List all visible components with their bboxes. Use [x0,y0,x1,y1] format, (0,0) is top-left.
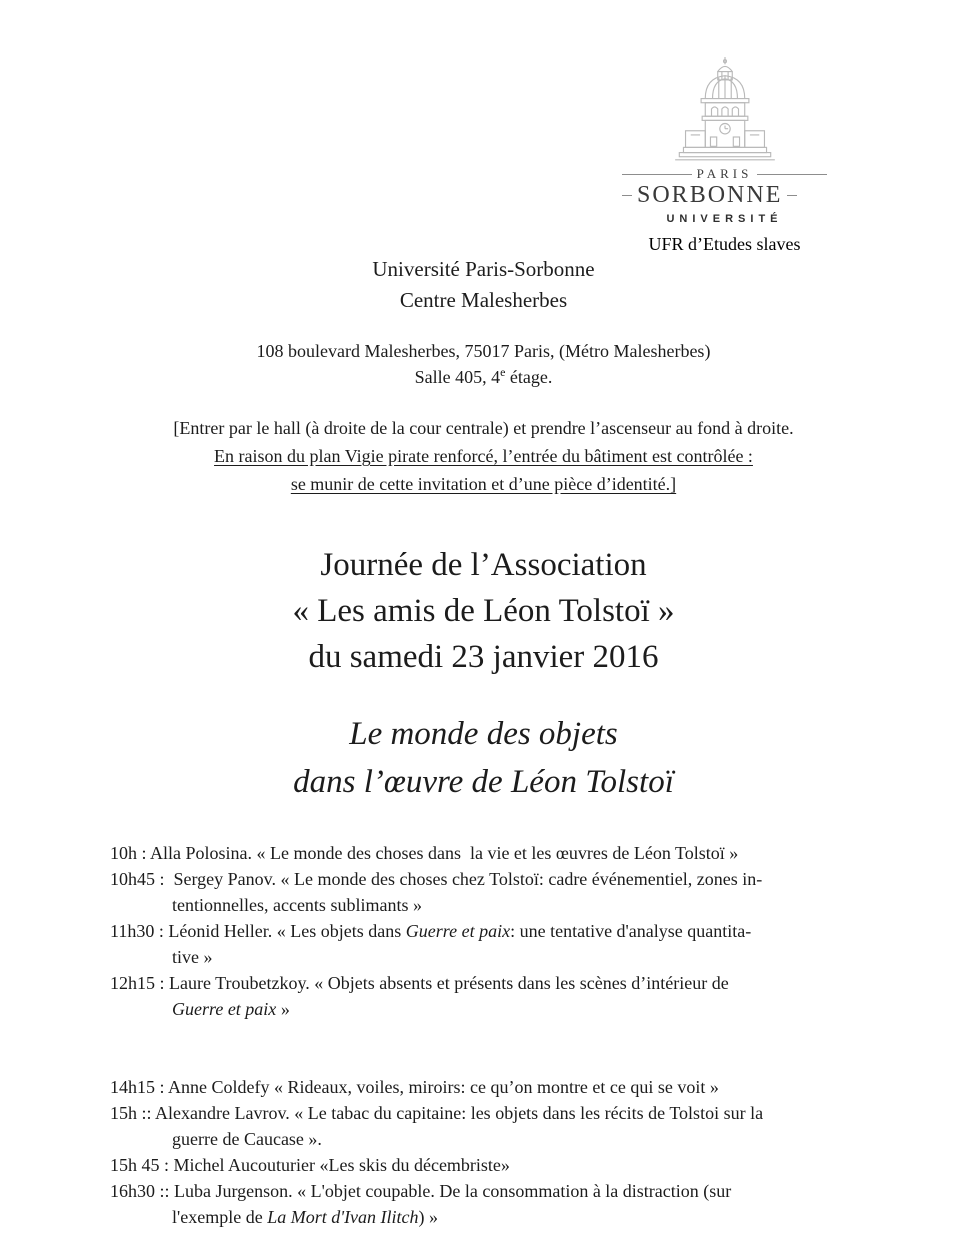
program-item [110,1178,907,1230]
program-text: : une tentative d'analyse quantita- [510,921,752,941]
program-item-line [110,1100,907,1126]
program-morning [110,840,907,1022]
address-room [0,364,967,390]
event-theme [0,710,967,806]
ufr-label: UFR d’Etudes slaves [648,234,801,254]
program-session-gap [110,1022,907,1074]
address-room-post: étage. [505,367,553,387]
logo-rule-right [757,174,827,175]
logo-rule-left [622,174,692,175]
event-title-line-1: Journée de l’Association [320,547,647,583]
program-text: guerre de Caucase ». [172,1129,322,1149]
logo-paris-row [622,166,827,182]
university-name: Université Paris-Sorbonne [372,257,595,281]
notice-line-1: [Entrer par le hall (à droite de la cour centrale) et prendre l’ascenseur au fond à droite. [173,418,794,438]
address-block [0,338,967,390]
event-title-line-2: « Les amis de Léon Tolstoï » [292,593,675,629]
logo-universite-text: UNIVERSITÉ [666,213,783,225]
program [0,840,967,1230]
program-item-continuation-line [110,1126,907,1152]
program-text: l'exemple de [172,1207,268,1227]
logo-rule-right-short [787,195,797,196]
program-item [110,918,907,970]
notice-line-3: se munir de cette invitation et d’une pièce d’identité.] [290,474,677,494]
work-title-italic: La Mort d'Ivan Ilitch [267,1207,419,1227]
sorbonne-tower-icon [673,56,777,164]
program-text: 14h15 : Anne Coldefy « Rideaux, voiles, miroirs: ce qu’on montre et ce qui se voit » [110,1077,719,1097]
event-title [0,542,967,680]
program-text: 15h 45 : Michel Aucouturier «Les skis du décembriste» [110,1155,510,1175]
program-item-continuation-line [110,996,907,1022]
work-title-italic: Guerre et paix [172,999,277,1019]
notice-line-2: En raison du plan Vigie pirate renforcé, l’entrée du bâtiment est contrôlée : [214,446,753,466]
logo-sorbonne-text: SORBONNE [637,182,783,208]
program-item-line [110,1152,907,1178]
program-text: tive » [172,947,213,967]
logo-sorbonne-row [622,182,827,209]
program-text: 10h45 : Sergey Panov. « Le monde des choses chez Tolstoï: cadre événementiel, zones in- [110,869,763,889]
program-afternoon [110,1074,907,1230]
campus-name: Centre Malesherbes [399,288,568,312]
program-item-continuation-line [110,944,907,970]
address-room-sup: e [500,365,506,379]
event-theme-line-1: Le monde des objets [349,716,618,752]
address-room-pre: Salle 405, 4 [414,367,501,387]
program-item-line [110,866,907,892]
program-item-line [110,1074,907,1100]
address-street: 108 boulevard Malesherbes, 75017 Paris, (Métro Malesherbes) [256,341,711,361]
program-text: 11h30 : Léonid Heller. « Les objets dans [110,921,406,941]
program-item [110,866,907,918]
sorbonne-logo [622,56,827,255]
program-item-line [110,970,907,996]
program-item [110,970,907,1022]
program-text: ) » [418,1207,439,1227]
event-theme-line-2: dans l’œuvre de Léon Tolstoï [293,764,674,800]
program-item-continuation-line [110,1204,907,1230]
event-title-line-3: du samedi 23 janvier 2016 [308,639,659,675]
program-text: 10h : Alla Polosina. « Le monde des choses dans la vie et les œuvres de Léon Tolstoï » [110,843,739,863]
program-text: tentionnelles, accents sublimants » [172,895,422,915]
program-text: 16h30 :: Luba Jurgenson. « L'objet coupable. De la consommation à la distraction (sur [110,1181,732,1201]
program-text: 12h15 : Laure Troubetzkoy. « Objets absents et présents dans les scènes d’intérieur de [110,973,729,993]
work-title-italic: Guerre et paix [405,921,511,941]
program-item-line [110,918,907,944]
program-item [110,1152,907,1178]
program-item-continuation-line [110,892,907,918]
program-item [110,1074,907,1100]
program-text: 15h :: Alexandre Lavrov. « Le tabac du capitaine: les objets dans les récits de Tolstoi sur la [110,1103,764,1123]
program-item [110,840,907,866]
access-notice [0,414,967,498]
program-item-line [110,1178,907,1204]
program-text: » [276,999,290,1019]
logo-paris-text: PARIS [696,166,753,181]
program-item-line [110,840,907,866]
logo-rule-left-short [622,195,632,196]
program-item [110,1100,907,1152]
